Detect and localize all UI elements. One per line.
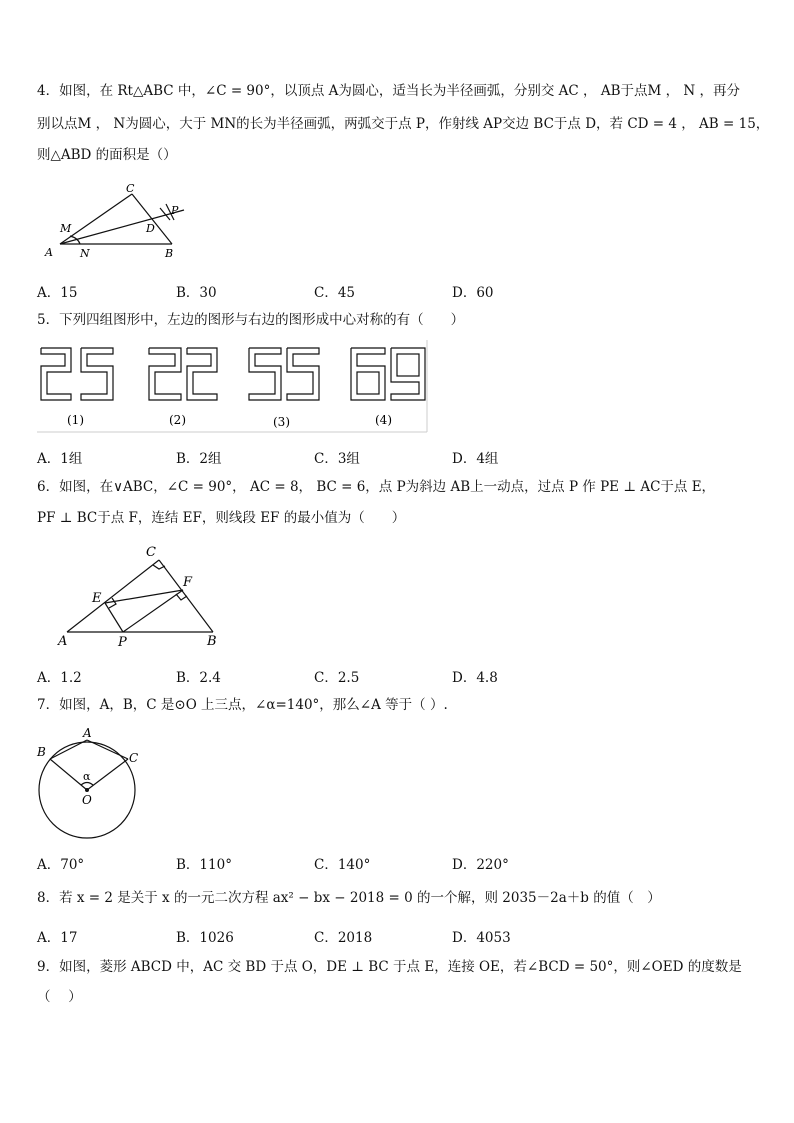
q7-label-O: O [82, 793, 92, 807]
q7-label-alpha: α [83, 770, 91, 783]
q5-option-b[interactable]: B．2组 [176, 451, 222, 467]
q6-option-d[interactable]: D．4.8 [452, 670, 498, 686]
q6-triangle-figure [55, 540, 230, 650]
q6-label-E: E [92, 591, 102, 606]
q7-circle-figure [33, 722, 143, 842]
q5-caption-2: (2) [169, 413, 186, 427]
q6-label-B: B [207, 634, 217, 649]
q5-stem: 5．下列四组图形中，左边的图形与右边的图形成中心对称的有（ ） [37, 312, 465, 328]
q8-option-c[interactable]: C．2018 [314, 930, 373, 946]
q4-option-a[interactable]: A．15 [37, 285, 78, 301]
q6-label-C: C [146, 545, 156, 560]
q4-label-P: P [171, 204, 179, 217]
q6-label-A: A [58, 634, 68, 649]
q6-option-b[interactable]: B．2.4 [176, 670, 221, 686]
q4-label-N: N [80, 247, 90, 260]
q6-stem-line2: PF ⊥ BC于点 F，连结 EF，则线段 EF 的最小值为（ ） [37, 510, 406, 526]
q4-label-A: A [45, 246, 53, 259]
q7-label-B: B [37, 745, 46, 759]
q7-option-c[interactable]: C．140° [314, 857, 371, 873]
q4-label-D: D [146, 222, 155, 235]
q7-option-b[interactable]: B．110° [176, 857, 232, 873]
q4-option-c[interactable]: C．45 [314, 285, 356, 301]
q9-stem-line2: （ ） [37, 989, 82, 1005]
q7-stem: 7．如图，A，B，C 是⊙O 上三点，∠α=140°，那么∠A 等于（ ）. [37, 697, 448, 713]
q5-caption-1: (1) [67, 413, 84, 427]
q4-stem-line3: 则△ABD 的面积是（） [37, 147, 177, 163]
q5-caption-4: (4) [375, 413, 392, 427]
q5-option-a[interactable]: A．1组 [37, 451, 83, 467]
q4-stem-line1: 4．如图，在 Rt△ABC 中，∠C = 90°，以顶点 A为圆心，适当长为半径画弧，分别交 AC ， AB于点M ， N ，再分 [37, 83, 741, 99]
q4-label-B: B [165, 247, 174, 260]
q8-option-a[interactable]: A．17 [37, 930, 78, 946]
q7-option-d[interactable]: D．220° [452, 857, 509, 873]
q6-label-F: F [183, 575, 193, 590]
q5-option-d[interactable]: D．4组 [452, 451, 499, 467]
q4-triangle-figure [40, 180, 190, 260]
q6-stem-line1: 6．如图，在∨ABC，∠C = 90°， AC = 8， BC = 6，点 P为斜边 AB上一动点，过点 P 作 PE ⊥ AC于点 E， [37, 479, 716, 495]
q5-option-c[interactable]: C．3组 [314, 451, 360, 467]
q6-label-P: P [118, 635, 127, 650]
q6-option-a[interactable]: A．1.2 [37, 670, 82, 686]
q4-label-C: C [126, 182, 135, 195]
q7-option-a[interactable]: A．70° [37, 857, 85, 873]
q8-stem: 8．若 x = 2 是关于 x 的一元二次方程 ax² − bx − 2018 = 0 的一个解，则 2035－2a＋b 的值（ ） [37, 890, 661, 906]
q4-stem-line2: 别以点M ， N为圆心，大于 MN的长为半径画弧，两弧交于点 P，作射线 AP交边 BC于点 D，若 CD = 4 ， AB = 15， [37, 116, 770, 132]
q4-option-d[interactable]: D．60 [452, 285, 494, 301]
q8-option-d[interactable]: D．4053 [452, 930, 511, 946]
q5-caption-3: (3) [273, 415, 290, 429]
q7-label-A: A [83, 726, 92, 740]
q9-stem-line1: 9．如图，菱形 ABCD 中，AC 交 BD 于点 O，DE ⊥ BC 于点 E，连接 OE，若∠BCD = 50°，则∠OED 的度数是 [37, 959, 742, 975]
q5-digit-figures [37, 340, 429, 435]
q4-option-b[interactable]: B．30 [176, 285, 217, 301]
q6-option-c[interactable]: C．2.5 [314, 670, 360, 686]
q7-label-C: C [129, 751, 139, 765]
q4-label-M: M [60, 222, 72, 235]
q8-option-b[interactable]: B．1026 [176, 930, 234, 946]
